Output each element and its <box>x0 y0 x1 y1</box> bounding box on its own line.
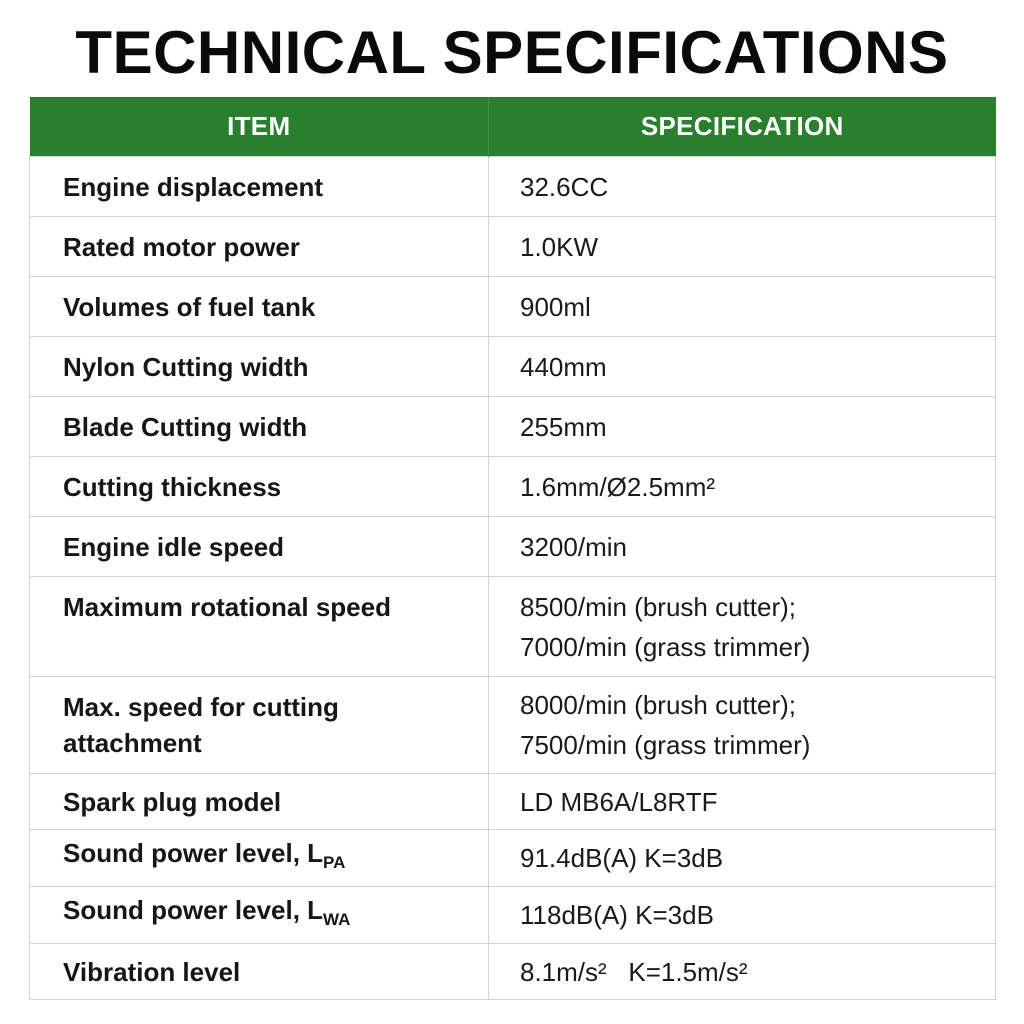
row-item-label <box>30 277 489 337</box>
table-row <box>30 217 996 277</box>
row-item-label <box>30 157 489 217</box>
item-text: Max. speed for cutting <box>63 692 339 722</box>
table-row <box>30 517 996 577</box>
row-item-label <box>30 677 489 774</box>
row-item-label <box>30 577 489 677</box>
table-row <box>30 337 996 397</box>
value-text: 8000/min (brush cutter); <box>520 690 797 720</box>
item-text: Maximum rotational speed <box>63 592 391 622</box>
table-row <box>30 457 996 517</box>
row-spec-value <box>489 887 996 944</box>
value-text: 255mm <box>520 411 607 442</box>
row-item-label <box>30 217 489 277</box>
table-row <box>30 577 996 677</box>
value-text: 440mm <box>520 351 607 382</box>
row-spec-value <box>489 944 996 1000</box>
page-title: TECHNICAL SPECIFICATIONS <box>75 19 949 86</box>
item-text: Nylon Cutting width <box>63 351 309 382</box>
column-header-specification: SPECIFICATION <box>489 97 996 157</box>
value-text: 3200/min <box>520 531 627 562</box>
row-spec-value <box>489 577 996 677</box>
item-text: Cutting thickness <box>63 471 282 502</box>
value-text: 8500/min (brush cutter); <box>520 591 797 622</box>
value-text: 91.4dB(A) K=3dB <box>520 843 724 873</box>
row-item-label <box>30 774 489 830</box>
item-text <box>63 892 488 938</box>
value-text: 7000/min (grass trimmer) <box>520 631 811 662</box>
row-item-label <box>30 397 489 457</box>
spec-table <box>29 97 996 1000</box>
row-spec-value <box>489 457 996 517</box>
item-text: Vibration level <box>63 956 241 987</box>
table-row <box>30 397 996 457</box>
row-spec-value <box>489 677 996 774</box>
row-item-label <box>30 887 489 944</box>
column-header-item: ITEM <box>30 97 489 157</box>
value-text: 118dB(A) K=3dB <box>520 900 714 930</box>
row-item-label <box>30 517 489 577</box>
table-header <box>30 97 996 157</box>
item-text: Volumes of fuel tank <box>63 291 316 322</box>
table-body <box>30 157 996 1000</box>
value-text: 32.6CC <box>520 171 609 202</box>
value-text: 900ml <box>520 291 591 322</box>
value-text: 7500/min (grass trimmer) <box>520 730 811 760</box>
table-row <box>30 677 996 774</box>
item-text: attachment <box>63 728 202 758</box>
item-text: Spark plug model <box>63 786 282 817</box>
row-item-label <box>30 337 489 397</box>
item-text: Engine idle speed <box>63 531 285 562</box>
table-row <box>30 774 996 830</box>
row-spec-value <box>489 830 996 887</box>
item-text: Blade Cutting width <box>63 411 308 442</box>
row-item-label <box>30 830 489 887</box>
header-row <box>30 97 996 157</box>
row-item-label <box>30 457 489 517</box>
value-text: LD MB6A/L8RTF <box>520 786 718 817</box>
row-spec-value <box>489 397 996 457</box>
table-row <box>30 830 996 887</box>
row-spec-value <box>489 277 996 337</box>
value-text: 1.6mm/Ø2.5mm² <box>520 471 716 502</box>
table-row <box>30 157 996 217</box>
value-text: 1.0KW <box>520 231 599 262</box>
item-text: Rated motor power <box>63 231 300 262</box>
row-spec-value <box>489 157 996 217</box>
value-text: 8.1m/s² K=1.5m/s² <box>520 956 748 987</box>
item-subscript: PA <box>323 853 346 872</box>
row-spec-value <box>489 774 996 830</box>
row-spec-value <box>489 217 996 277</box>
item-subscript: WA <box>323 910 351 929</box>
row-item-label <box>30 944 489 1000</box>
item-text: Engine displacement <box>63 171 324 202</box>
item-text-main: Sound power level, L <box>63 895 324 925</box>
table-row <box>30 277 996 337</box>
item-text <box>63 835 488 881</box>
table-row <box>30 944 996 1000</box>
table-row <box>30 887 996 944</box>
row-spec-value <box>489 517 996 577</box>
item-text-main: Sound power level, L <box>63 838 324 868</box>
row-spec-value <box>489 337 996 397</box>
